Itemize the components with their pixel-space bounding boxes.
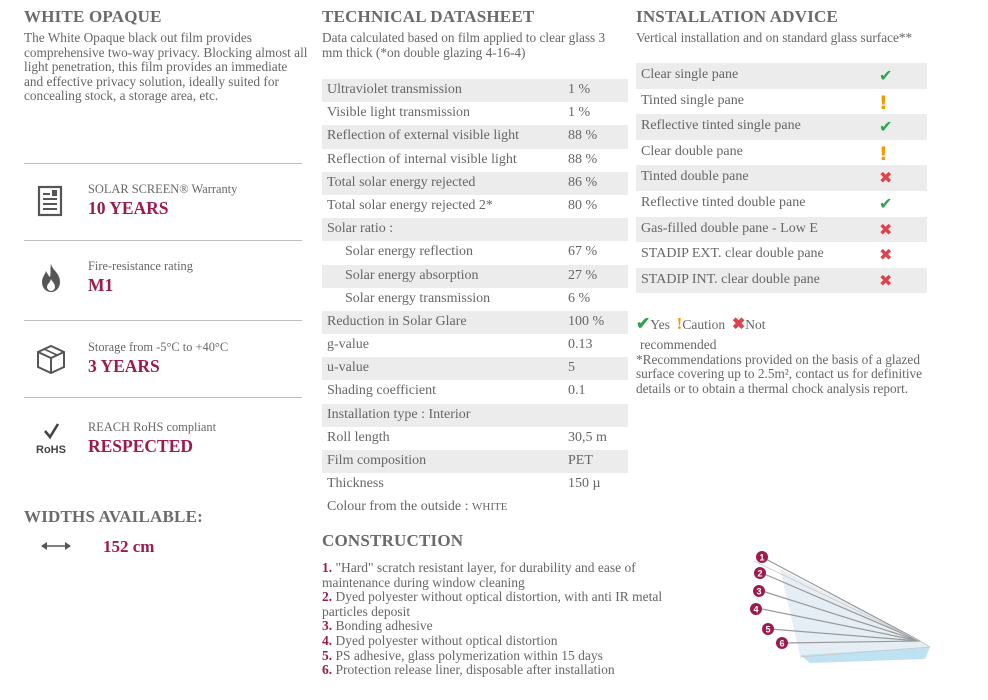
list-item <box>322 663 702 678</box>
row-label: Reflection of internal visible light <box>327 151 517 167</box>
feature-value: RESPECTED <box>88 436 194 456</box>
row-label: Ultraviolet transmission <box>327 82 462 97</box>
row-label: Film composition <box>327 453 427 468</box>
double-arrow-icon <box>40 540 72 552</box>
row-value: 88 % <box>568 128 598 144</box>
yes-check-icon: ✔ <box>636 314 651 333</box>
item-text: PS adhesive, glass polymerization within 15 days <box>335 647 603 663</box>
advice-table <box>636 63 927 293</box>
cross-icon: ✖ <box>731 316 746 333</box>
table-row <box>322 473 628 496</box>
row-label: Shading coefficient <box>327 383 436 399</box>
width-value: 152 cm <box>103 537 155 556</box>
row-label: Solar energy transmission <box>345 290 491 306</box>
row-value: 6 % <box>568 290 591 306</box>
advice-row <box>636 217 927 243</box>
advice-row-label: Gas-filled double pane - Low E <box>641 220 818 236</box>
legend-yes: Yes <box>650 317 670 332</box>
list-item <box>322 634 702 649</box>
cross-icon: ✖ <box>879 270 893 290</box>
datasheet-title: TECHNICAL DATASHEET <box>322 7 535 26</box>
divider <box>24 240 302 241</box>
advice-row-label: STADIP EXT. clear double pane <box>641 246 824 262</box>
legend-recommended: recommended <box>640 337 717 352</box>
item-number: 6. <box>322 662 333 678</box>
advice-row <box>636 191 927 217</box>
feature-label: Storage from -5°C to +40°C <box>88 340 229 354</box>
layer-marker-number: 2 <box>757 568 763 579</box>
feature-value: 3 YEARS <box>88 356 160 376</box>
row-value: 0.1 <box>568 383 586 399</box>
rohs-icon <box>34 422 68 456</box>
datasheet-subtitle: Data calculated based on film applied to clear glass 3 mm thick (*on double glazing 4-16-4) <box>322 30 606 60</box>
caution-icon: ! <box>676 314 683 333</box>
list-item <box>322 649 702 664</box>
layer-marker-number: 4 <box>753 604 759 615</box>
row-label: Reflection of external visible light <box>327 128 520 144</box>
row-label: Installation type : Interior <box>327 406 471 422</box>
row-label: Thickness <box>327 476 384 492</box>
advice-row-label: Clear single pane <box>641 67 739 82</box>
row-label: Solar energy absorption <box>345 267 479 283</box>
check-icon: ✔ <box>879 66 893 85</box>
item-number: 2. <box>322 589 333 605</box>
check-icon: ✔ <box>879 193 893 213</box>
divider <box>24 163 302 164</box>
feature-warranty <box>24 176 302 236</box>
item-text: Bonding adhesive <box>335 618 433 634</box>
table-row <box>322 172 628 195</box>
row-label: Visible light transmission <box>327 105 471 121</box>
widths-title: WIDTHS AVAILABLE: <box>24 507 203 526</box>
row-label <box>327 499 507 515</box>
table-row <box>322 125 628 148</box>
item-number: 4. <box>322 632 333 648</box>
row-label: Reduction in Solar Glare <box>327 313 467 329</box>
advice-note: *Recommendations provided on the basis of a glazed surface covering up to 2.5m², contact us for definitive details or to obtain a thermal chock analysis report. <box>636 352 923 396</box>
divider <box>24 397 302 398</box>
item-text: Dyed polyester without optical distortion, with anti IR metal particles deposit <box>322 589 663 619</box>
item-number: 5. <box>322 647 333 663</box>
table-row <box>322 288 628 311</box>
advice-row-label: Reflective tinted single pane <box>641 118 801 134</box>
row-value: PET <box>568 453 593 468</box>
colour-label: Colour from the outside : <box>327 499 473 515</box>
layer-marker-number: 6 <box>779 638 785 649</box>
row-value: 67 % <box>568 244 598 260</box>
row-label: Solar energy reflection <box>345 244 474 260</box>
check-icon: ✔ <box>879 117 893 137</box>
row-value: 80 % <box>568 197 598 213</box>
product-description: The White Opaque black out film provides comprehensive two-way privacy. Blocking almost all light penetration, this film provides an immediate and effective privacy solution, ideally suited for concealing stock, a storage area, etc. <box>24 30 308 104</box>
advice-row <box>636 242 927 268</box>
table-row <box>322 334 628 357</box>
list-item <box>322 619 702 634</box>
colour-value: WHITE <box>472 501 508 514</box>
product-title: WHITE OPAQUE <box>24 7 162 26</box>
row-label: g-value <box>327 337 369 353</box>
construction-layers-diagram <box>740 547 930 667</box>
feature-value: 10 YEARS <box>88 198 169 218</box>
advice-legend <box>636 316 966 332</box>
row-label: u-value <box>327 360 369 376</box>
item-text: "Hard" scratch resistant layer, for durability and ease of maintenance during window cleaning <box>322 560 636 590</box>
advice-row <box>636 89 927 115</box>
rohs-icon-text: RoHS <box>36 444 66 456</box>
construction-title: CONSTRUCTION <box>322 531 464 550</box>
row-value: 1 % <box>568 82 591 97</box>
datasheet-table <box>322 79 628 520</box>
row-value: 1 % <box>568 105 591 121</box>
advice-row <box>636 268 927 294</box>
table-row <box>322 102 628 125</box>
table-row <box>322 357 628 380</box>
divider <box>24 320 302 321</box>
item-text: Dyed polyester without optical distortion <box>335 632 558 648</box>
list-item <box>322 590 702 619</box>
warranty-document-icon <box>34 184 68 218</box>
row-value: 30,5 m <box>568 429 607 445</box>
feature-label: REACH RoHS compliant <box>88 420 217 434</box>
advice-title: INSTALLATION ADVICE <box>636 7 839 26</box>
storage-box-icon <box>34 342 68 376</box>
feature-label: Fire-resistance rating <box>88 259 193 273</box>
row-value: 0.13 <box>568 337 593 353</box>
feature-label: SOLAR SCREEN® Warranty <box>88 182 238 196</box>
row-label: Solar ratio : <box>327 221 394 237</box>
table-row <box>322 404 628 427</box>
layer-marker-number: 3 <box>756 586 762 597</box>
row-value: 86 % <box>568 174 598 190</box>
caution-icon: ! <box>879 142 888 165</box>
cross-icon: ✖ <box>879 219 893 239</box>
table-row <box>322 79 628 102</box>
layer-marker-number: 5 <box>765 624 771 635</box>
check-mark-icon <box>34 422 68 440</box>
row-label: Total solar energy rejected <box>327 174 476 190</box>
table-row-colour <box>322 496 628 519</box>
caution-icon: ! <box>879 91 888 114</box>
table-row <box>322 311 628 334</box>
fire-icon <box>34 261 68 295</box>
row-label: Total solar energy rejected 2* <box>327 197 493 213</box>
legend-caution: Caution <box>682 317 726 332</box>
table-row <box>322 380 628 403</box>
advice-row-label: Tinted single pane <box>641 92 744 108</box>
advice-row-label: Tinted double pane <box>641 169 749 185</box>
item-number: 1. <box>322 560 333 575</box>
advice-row-label: Clear double pane <box>641 143 743 159</box>
item-text: Protection release liner, disposable after installation <box>335 662 615 678</box>
layer-marker-number: 1 <box>759 552 765 563</box>
row-value: 88 % <box>568 151 598 167</box>
advice-row-label: Reflective tinted double pane <box>641 194 806 210</box>
feature-fire-rating <box>24 253 302 313</box>
item-number: 3. <box>322 618 333 634</box>
table-row <box>322 241 628 264</box>
advice-row <box>636 165 927 191</box>
table-row <box>322 218 628 241</box>
construction-list <box>322 561 702 678</box>
legend-not: Not <box>745 317 766 332</box>
table-row <box>322 427 628 450</box>
advice-row <box>636 140 927 166</box>
table-row <box>322 149 628 172</box>
row-value: 100 % <box>568 313 605 329</box>
feature-value: M1 <box>88 275 114 295</box>
advice-row <box>636 114 927 140</box>
cross-icon: ✖ <box>879 168 893 188</box>
feature-storage <box>24 334 302 394</box>
row-value: 150 µ <box>568 476 601 492</box>
table-row <box>322 195 628 218</box>
table-row <box>322 265 628 288</box>
list-item <box>322 561 702 590</box>
table-row <box>322 450 628 473</box>
row-label: Roll length <box>327 429 390 445</box>
row-value: 27 % <box>568 267 598 283</box>
row-value: 5 <box>568 360 575 376</box>
cross-icon: ✖ <box>879 245 893 265</box>
advice-row <box>636 63 927 89</box>
advice-subtitle: Vertical installation and on standard glass surface** <box>636 30 913 45</box>
feature-rohs <box>24 414 302 474</box>
advice-row-label: STADIP INT. clear double pane <box>641 271 820 287</box>
